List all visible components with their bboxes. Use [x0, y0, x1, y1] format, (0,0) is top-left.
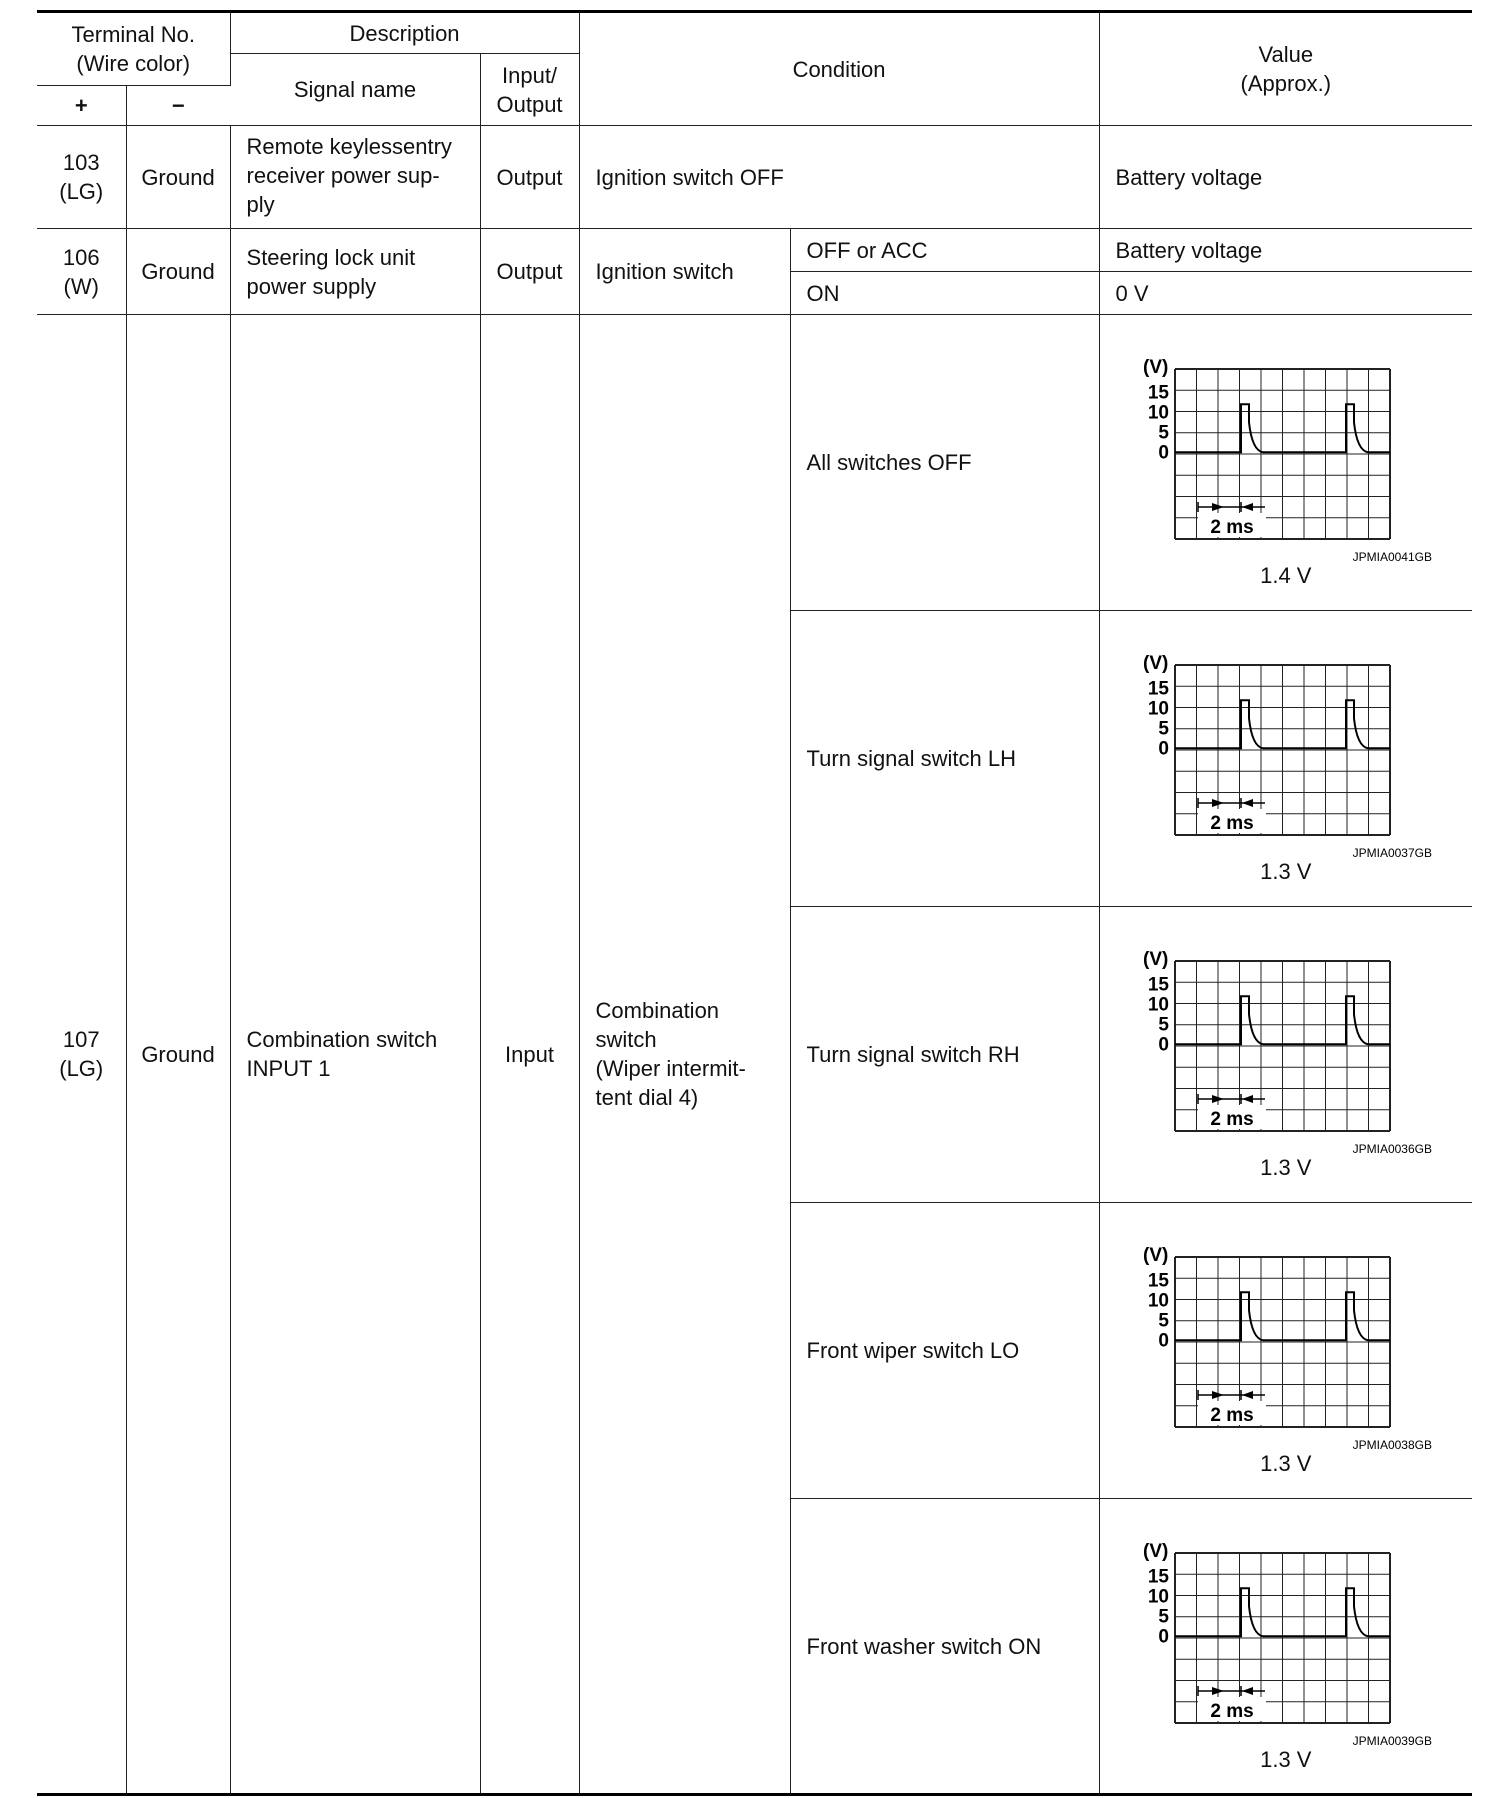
minus-terminal: Ground — [126, 315, 230, 1795]
y-tick-label: 5 — [1157, 1310, 1169, 1332]
time-scale-label: 2 ms — [1209, 813, 1254, 834]
value: 1.4 V — [1260, 563, 1312, 588]
value: Battery voltage — [1099, 126, 1472, 229]
wire-color: (W) — [63, 273, 99, 299]
table-row — [37, 126, 1472, 229]
figure-code: JPMIA0037GB — [1352, 846, 1432, 860]
time-scale-label: 2 ms — [1209, 1405, 1254, 1426]
y-tick-label: 10 — [1147, 1290, 1169, 1312]
header-value-label: Value — [1258, 42, 1314, 67]
condition-line: switch — [595, 1027, 657, 1052]
value: 1.3 V — [1260, 1155, 1312, 1180]
signal-line: ply — [246, 192, 275, 217]
time-scale-label: 2 ms — [1209, 1109, 1254, 1130]
signal-line: Remote keylessentry — [246, 134, 452, 159]
y-tick-label: 5 — [1157, 422, 1169, 444]
value: Battery voltage — [1099, 229, 1472, 272]
y-tick-label: 15 — [1147, 1270, 1169, 1292]
wire-color: (LG) — [59, 179, 104, 204]
signal-name — [230, 229, 480, 315]
waveform-graph — [1140, 355, 1440, 565]
table-row — [37, 229, 1472, 272]
axis-unit-label: (V) — [1142, 1245, 1168, 1266]
y-tick-label: 0 — [1157, 442, 1169, 464]
y-tick-label: 10 — [1147, 402, 1169, 424]
io-type: Input — [480, 315, 579, 1795]
header-io-line-2: Output — [496, 91, 563, 117]
figure-code: JPMIA0036GB — [1352, 1142, 1432, 1156]
condition: Ignition switch — [579, 229, 790, 315]
terminal-number: 106 — [62, 244, 100, 270]
figure-code: JPMIA0039GB — [1352, 1734, 1432, 1748]
waveform-graph — [1140, 1539, 1440, 1749]
condition-line: (Wiper intermit- — [595, 1056, 746, 1081]
waveform-cell — [1099, 611, 1472, 907]
io-type: Output — [480, 229, 579, 315]
header-plus: + — [37, 86, 126, 126]
axis-unit-label: (V) — [1142, 949, 1168, 970]
signal-name — [230, 315, 480, 1795]
y-tick-label: 0 — [1157, 1330, 1169, 1352]
y-tick-label: 10 — [1147, 994, 1169, 1016]
subcondition: ON — [790, 272, 1099, 315]
figure-code: JPMIA0041GB — [1352, 550, 1432, 564]
subcondition: Turn signal switch RH — [790, 907, 1099, 1203]
header-value — [1099, 12, 1472, 126]
subcondition: Front wiper switch LO — [790, 1203, 1099, 1499]
header-wire-color-label: (Wire color) — [76, 51, 191, 76]
y-tick-label: 0 — [1157, 738, 1169, 760]
waveform-graph — [1140, 947, 1440, 1157]
signal-name — [230, 126, 480, 229]
header-signal-name: Signal name — [230, 54, 480, 126]
header-io-line-1: Input/ — [502, 62, 558, 88]
minus-terminal: Ground — [126, 126, 230, 229]
time-scale-arrow — [1242, 1391, 1253, 1399]
signal-line: INPUT 1 — [246, 1056, 331, 1081]
signal-line: Combination switch — [246, 1027, 438, 1052]
time-scale-label: 2 ms — [1209, 1701, 1254, 1722]
y-tick-label: 0 — [1157, 1034, 1169, 1056]
y-tick-label: 10 — [1147, 1586, 1169, 1608]
waveform-graph — [1140, 651, 1440, 861]
time-scale-arrow — [1242, 799, 1253, 807]
header-minus: − — [126, 86, 230, 126]
terminal-107 — [37, 315, 126, 1795]
y-tick-label: 15 — [1147, 382, 1169, 404]
subcondition: All switches OFF — [790, 315, 1099, 611]
header-approx-label: (Approx.) — [1240, 71, 1332, 96]
condition — [579, 315, 790, 1795]
table-row — [37, 315, 1472, 611]
condition-line: Combination — [595, 998, 720, 1023]
y-tick-label: 5 — [1157, 718, 1169, 740]
y-tick-label: 15 — [1147, 974, 1169, 996]
axis-unit-label: (V) — [1142, 653, 1168, 674]
terminal-106 — [37, 229, 126, 315]
condition: Ignition switch OFF — [579, 126, 1099, 229]
signal-line: power supply — [246, 273, 377, 299]
terminal-spec-table — [37, 10, 1472, 1796]
header-terminal-no — [37, 12, 230, 86]
value: 1.3 V — [1260, 1451, 1312, 1476]
time-scale-arrow — [1242, 1687, 1253, 1695]
terminal-number: 107 — [62, 1027, 100, 1052]
header-description: Description — [230, 12, 579, 54]
condition-line: tent dial 4) — [595, 1085, 699, 1110]
y-tick-label: 10 — [1147, 698, 1169, 720]
header-input-output — [480, 54, 579, 126]
header-terminal-label: Terminal No. — [71, 22, 195, 47]
terminal-103 — [37, 126, 126, 229]
value: 1.3 V — [1260, 859, 1312, 884]
y-tick-label: 5 — [1157, 1014, 1169, 1036]
y-tick-label: 0 — [1157, 1626, 1169, 1648]
wire-color: (LG) — [59, 1056, 104, 1081]
waveform-cell — [1099, 1499, 1472, 1795]
figure-code: JPMIA0038GB — [1352, 1438, 1432, 1452]
waveform-cell — [1099, 907, 1472, 1203]
signal-line: Steering lock unit — [246, 244, 416, 270]
y-tick-label: 5 — [1157, 1606, 1169, 1628]
io-type: Output — [480, 126, 579, 229]
subcondition: Turn signal switch LH — [790, 611, 1099, 907]
subcondition: Front washer switch ON — [790, 1499, 1099, 1795]
waveform-cell — [1099, 1203, 1472, 1499]
waveform-cell — [1099, 315, 1472, 611]
header-condition: Condition — [579, 12, 1099, 126]
time-scale-label: 2 ms — [1209, 517, 1254, 538]
subcondition: OFF or ACC — [790, 229, 1099, 272]
axis-unit-label: (V) — [1142, 357, 1168, 378]
y-tick-label: 15 — [1147, 678, 1169, 700]
waveform-graph — [1140, 1243, 1440, 1453]
terminal-number: 103 — [62, 150, 100, 175]
minus-terminal: Ground — [126, 229, 230, 315]
axis-unit-label: (V) — [1142, 1541, 1168, 1562]
value: 0 V — [1099, 272, 1472, 315]
signal-line: receiver power sup- — [246, 163, 440, 188]
time-scale-arrow — [1242, 1095, 1253, 1103]
time-scale-arrow — [1242, 503, 1253, 511]
y-tick-label: 15 — [1147, 1566, 1169, 1588]
value: 1.3 V — [1260, 1747, 1312, 1772]
